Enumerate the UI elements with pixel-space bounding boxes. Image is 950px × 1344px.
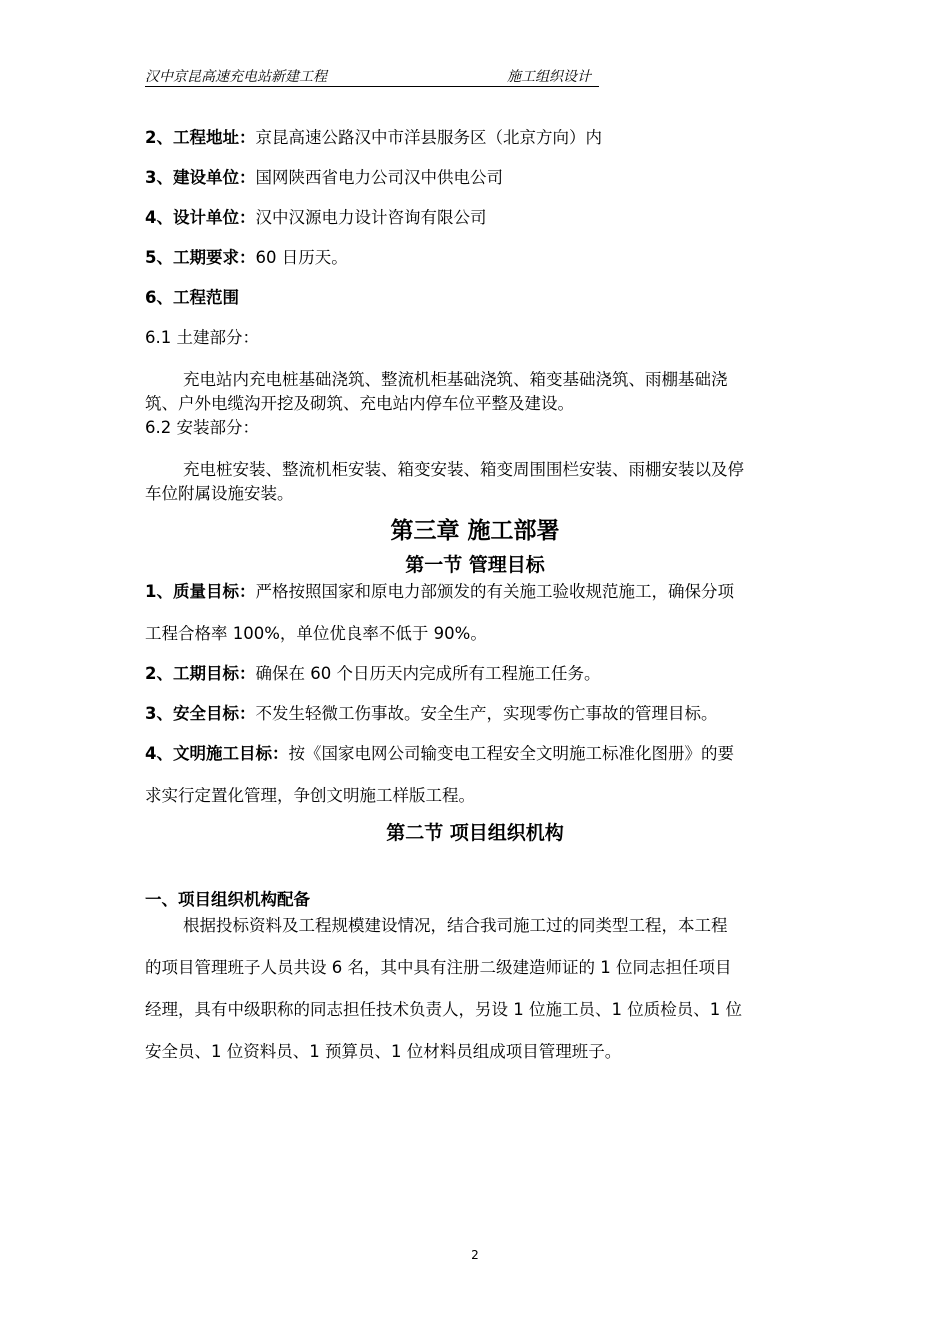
org-title: 一、项目组织机构配备	[145, 890, 310, 909]
item-owner: 3、建设单位：国网陕西省电力公司汉中供电公司	[145, 168, 503, 187]
page-number: 2	[471, 1248, 479, 1262]
install-title: 6.2 安装部分：	[145, 418, 259, 437]
item-scope: 6、工程范围	[145, 288, 239, 307]
section-1-title: 第一节 管理目标	[405, 554, 545, 576]
goal-safety: 3、安全目标：不发生轻微工伤事故。安全生产，实现零伤亡事故的管理目标。	[145, 704, 718, 723]
goal-quality-line-2: 工程合格率 100%，单位优良率不低于 90%。	[145, 624, 487, 643]
chapter-title: 第三章 施工部署	[390, 518, 560, 544]
civil-title: 6.1 土建部分：	[145, 328, 259, 347]
goal-schedule: 2、工期目标：确保在 60 个日历天内完成所有工程施工任务。	[145, 664, 601, 683]
header-doc-type: 施工组织设计	[507, 69, 591, 85]
goal-civilized-line-2: 求实行定置化管理，争创文明施工样版工程。	[145, 786, 475, 805]
civil-line-1: 充电站内充电桩基础浇筑、整流机柜基础浇筑、箱变基础浇筑、雨棚基础浇	[183, 370, 728, 389]
item-address: 2、工程地址：京昆高速公路汉中市洋县服务区（北京方向）内	[145, 128, 602, 147]
item-designer: 4、设计单位：汉中汉源电力设计咨询有限公司	[145, 208, 487, 227]
install-line-2: 车位附属设施安装。	[145, 484, 294, 503]
org-line-2: 的项目管理班子人员共设 6 名，其中具有注册二级建造师证的 1 位同志担任项目	[145, 958, 732, 977]
item-duration: 5、工期要求：60 日历天。	[145, 248, 348, 267]
page-header	[145, 66, 599, 87]
goal-quality-line-1: 1、质量目标：严格按照国家和原电力部颁发的有关施工验收规范施工，确保分项	[145, 582, 734, 601]
civil-line-2: 筑、户外电缆沟开挖及砌筑、充电站内停车位平整及建设。	[145, 394, 574, 413]
goal-civilized-line-1: 4、文明施工目标：按《国家电网公司输变电工程安全文明施工标准化图册》的要	[145, 744, 734, 763]
org-line-1: 根据投标资料及工程规模建设情况，结合我司施工过的同类型工程，本工程	[183, 916, 728, 935]
section-2-title: 第二节 项目组织机构	[386, 822, 564, 844]
org-line-3: 经理，具有中级职称的同志担任技术负责人，另设 1 位施工员、1 位质检员、1 位	[145, 1000, 742, 1019]
header-project-name: 汉中京昆高速充电站新建工程	[145, 69, 327, 85]
org-line-4: 安全员、1 位资料员、1 预算员、1 位材料员组成项目管理班子。	[145, 1042, 622, 1061]
install-line-1: 充电桩安装、整流机柜安装、箱变安装、箱变周围围栏安装、雨棚安装以及停	[183, 460, 744, 479]
